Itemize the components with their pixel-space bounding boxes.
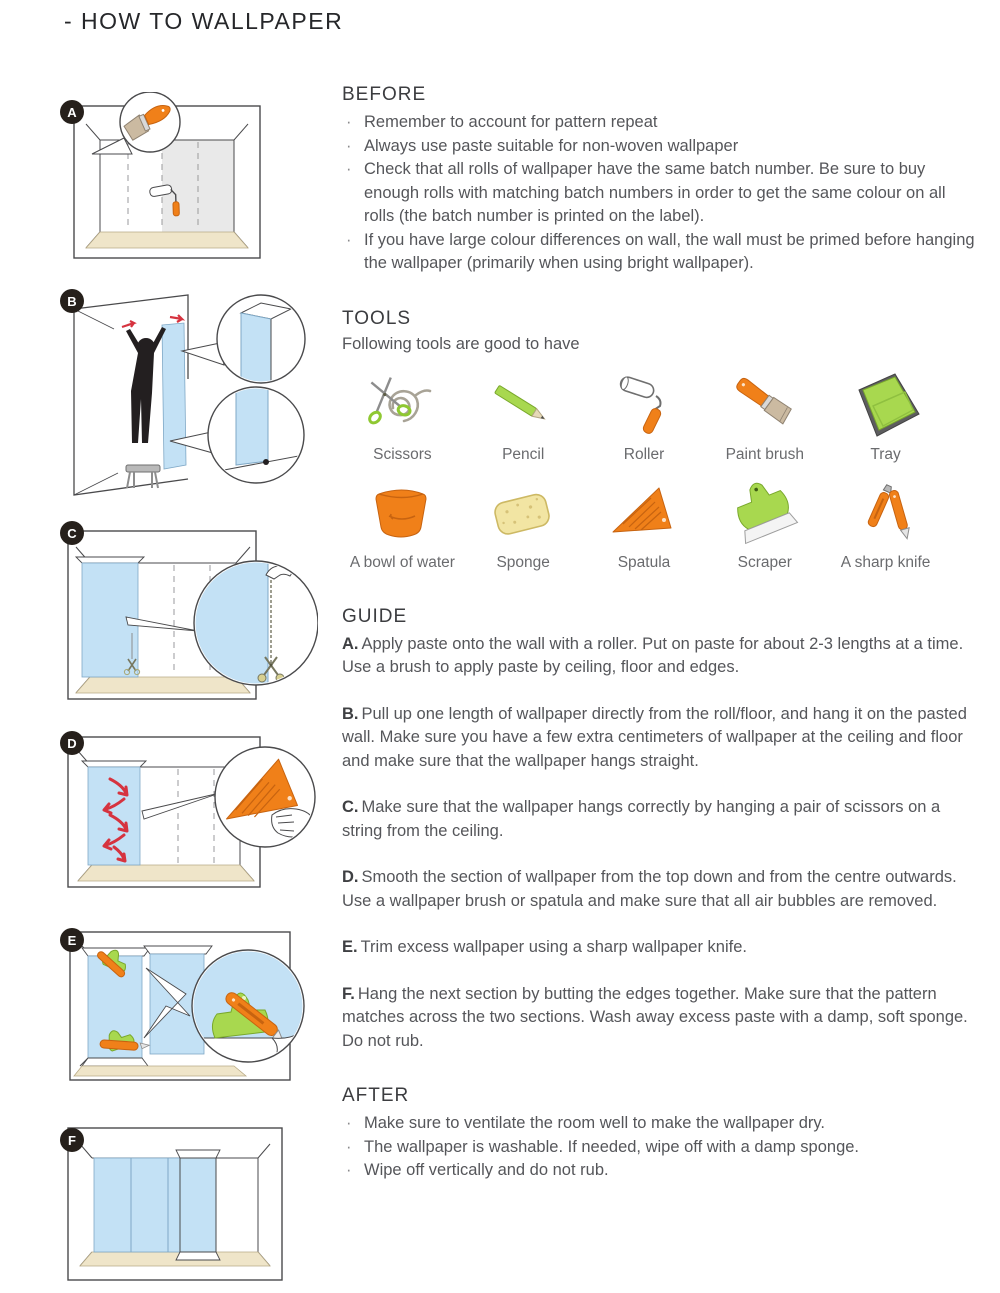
figure-step-f (58, 1120, 292, 1290)
illustration-apply-paste (58, 92, 270, 266)
tool-label: Tray (870, 445, 901, 463)
step-label-e: E (60, 928, 84, 952)
before-item: · Always use paste suitable for non-woven wallpaper (342, 135, 976, 159)
illustration-smooth-wallpaper (58, 723, 318, 897)
tool-roller (584, 368, 705, 464)
step-label-d: D (60, 731, 84, 755)
bullet-glyph: · (346, 1137, 352, 1156)
illustration-hang-wallpaper (58, 283, 316, 517)
tool-label: A sharp knife (840, 553, 931, 571)
tool-label: A bowl of water (349, 553, 455, 571)
tool-scissors (342, 368, 463, 464)
guide-step-a: A. Apply paste onto the wall with a roller. Put on paste for about 2-3 lengths at a time. Use a brush to apply paste by ceiling, floor and edges. (342, 634, 964, 676)
step-label-a: A (60, 100, 84, 124)
illustration-trim-excess (58, 920, 308, 1090)
guide-step-e: E. Trim excess wallpaper using a sharp wallpaper knife. (342, 938, 747, 956)
before-item: · Remember to account for pattern repeat (342, 111, 976, 135)
before-item: · Check that all rolls of wallpaper have the same batch number. Be sure to buy enough rolls with matching batch numbers in order to get the same colour on all rolls (the batch number is printed on the label). (346, 160, 946, 225)
guide-section (342, 606, 976, 1054)
figure-step-c (58, 513, 318, 709)
tools-subheading: Following tools are good to have (342, 334, 580, 353)
tool-paint-brush (704, 368, 825, 464)
content-column (342, 84, 976, 1183)
tools-grid (342, 368, 946, 572)
bowl-of-water-icon (359, 476, 445, 552)
tool-spatula (584, 476, 705, 572)
bullet-glyph: · (346, 113, 352, 131)
bullet-glyph: · (346, 1161, 352, 1179)
guide-step-f: F. Hang the next section by butting the edges together. Make sure that the pattern matches across the two sections. Wash away excess paste with a damp, soft sponge. Do not rub. (342, 984, 968, 1050)
step-label-b: B (60, 289, 84, 313)
tools-section (342, 308, 976, 572)
before-item: · If you have large colour differences on wall, the wall must be primed before hanging the wallpaper (primarily when using bright wallpaper). (346, 230, 975, 272)
tool-pencil (463, 368, 584, 464)
figure-step-b (58, 283, 316, 517)
tool-bowl-of-water (342, 476, 463, 572)
tool-label: Spatula (617, 553, 671, 571)
guide-step-c: C. Make sure that the wallpaper hangs correctly by hanging a pair of scissors on a string from the ceiling. (342, 798, 941, 840)
bullet-glyph: · (346, 230, 352, 249)
guide-heading: GUIDE (342, 605, 408, 627)
before-heading: BEFORE (342, 84, 427, 105)
tool-sharp-knife (825, 476, 946, 572)
tool-label: Pencil (502, 445, 545, 463)
pencil-icon (480, 368, 566, 444)
guide-step-d: D. Smooth the section of wallpaper from the top down and from the centre outwards. Use a wallpaper brush or spatula and make sure that all air bubbles are removed. (342, 868, 957, 910)
illustration-finished-wall (58, 1120, 292, 1290)
tool-label: Roller (623, 445, 665, 463)
spatula-icon (601, 476, 687, 552)
after-list (342, 1112, 976, 1183)
tool-sponge (463, 476, 584, 572)
tool-label: Paint brush (725, 445, 804, 463)
bullet-glyph: · (346, 160, 352, 178)
step-label-f: F (60, 1128, 84, 1152)
after-item: · The wallpaper is washable. If needed, wipe off with a damp sponge. (342, 1136, 976, 1160)
figure-step-a (58, 92, 270, 266)
guide-step-b: B. Pull up one length of wallpaper directly from the roll/floor, and hang it on the pasted wall. Make sure you have a few extra centimeters of wallpaper at the ceiling and floor and make sure that the wallpaper hangs straight. (342, 704, 967, 770)
after-item: · Wipe off vertically and do not rub. (342, 1159, 976, 1183)
tool-label: Scissors (373, 445, 432, 463)
bullet-glyph: · (346, 1114, 352, 1132)
tool-scraper (704, 476, 825, 572)
sharp-knife-icon (843, 476, 929, 552)
step-label-c: C (60, 521, 84, 545)
page-title: - HOW TO WALLPAPER (64, 8, 344, 34)
bullet-glyph: · (346, 136, 352, 155)
before-section (342, 84, 976, 276)
tool-label: Scraper (737, 553, 792, 571)
figure-step-d (58, 723, 318, 897)
after-item: · Make sure to ventilate the room well to make the wallpaper dry. (342, 1112, 976, 1136)
after-section (342, 1085, 976, 1183)
before-list (342, 111, 976, 276)
scraper-icon (722, 476, 808, 552)
tools-heading: TOOLS (342, 307, 412, 329)
sponge-icon (480, 476, 566, 552)
scissors-icon (359, 368, 445, 444)
roller-icon (601, 368, 687, 444)
tray-icon (843, 368, 929, 444)
after-heading: AFTER (342, 1085, 410, 1106)
figure-step-e (58, 920, 308, 1090)
paint-brush-icon (722, 368, 808, 444)
tool-label: Sponge (496, 553, 550, 571)
tool-tray (825, 368, 946, 464)
illustration-check-plumb (58, 513, 318, 709)
